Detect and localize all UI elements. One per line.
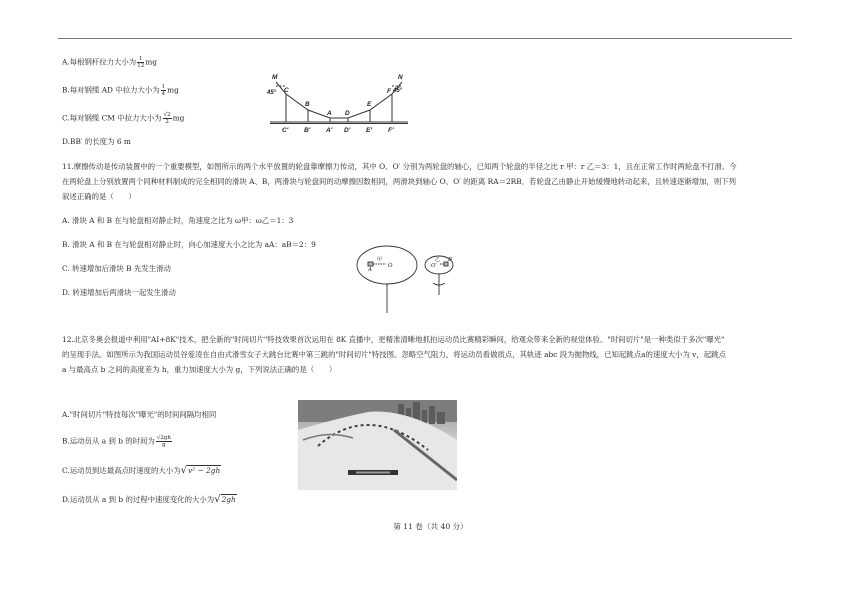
label-block-a: A	[368, 267, 372, 273]
cable-line	[276, 82, 402, 118]
q10-option-c: C.每对钢缆 CM 中拉力大小为 $\frac{√2}{2}$ mg	[62, 112, 185, 125]
angle-left: 45°	[267, 90, 277, 96]
q11-option-a: A. 滑块 A 和 B 在与轮盘相对静止时，角速度之比为 ω甲：ω乙＝1：3	[62, 216, 294, 225]
label-f: F	[387, 88, 391, 95]
q11-option-c: C. 转速增加后滑块 B 先发生滑动	[62, 264, 171, 273]
q10-option-b: B.每对钢缆 AD 中拉力大小为 $\frac{1}{4}$ mg	[62, 84, 179, 97]
label-d-prime: D′	[344, 127, 351, 134]
label-b-prime: B′	[304, 127, 311, 134]
q11-option-b: B. 滑块 A 和 B 在与轮盘相对静止时，向心加速度大小之比为 aA：aB＝2：9	[62, 240, 316, 249]
block-a	[368, 262, 373, 266]
friction-wheels-figure	[355, 243, 465, 315]
label-axis-o-prime: O′	[431, 263, 437, 269]
q11-option-d: D. 转速增加后两滑块一起发生滑动	[62, 288, 176, 297]
q10-option-a: A.每根钢杆拉力大小为 $\frac{1}{12}$ mg	[62, 56, 157, 69]
label-b: B	[305, 101, 310, 108]
label-m: M	[272, 74, 278, 81]
page-footer: 第 11 卷（共 40 分）	[393, 522, 468, 531]
label-n: N	[398, 74, 403, 81]
q12-option-a: A."时间切片"特技每次"曝光"的时间间隔均相同	[62, 410, 217, 419]
q12-option-b: B.运动员从 a 到 b 的时间为 $\frac{√2gh}{g}$	[62, 435, 171, 448]
label-yi: 乙	[435, 257, 441, 263]
q10-option-d: D.BB′ 的长度为 6 m	[62, 137, 131, 146]
label-e: E	[367, 101, 372, 108]
label-d: D	[345, 110, 350, 117]
time-slice-photo	[298, 400, 457, 490]
label-c-prime: C′	[282, 127, 289, 134]
label-block-b: B	[448, 257, 453, 263]
label-jia: 甲	[377, 257, 383, 263]
label-a: A	[327, 110, 332, 117]
label-axis-o: O	[388, 263, 393, 269]
cable-bridge-figure	[262, 72, 412, 136]
q12-option-c: C.运动员到达最高点时速度的大小为√v² − 2gh	[62, 465, 221, 476]
label-f-prime: F′	[388, 127, 394, 134]
label-c: C	[284, 87, 289, 94]
label-a-prime: A′	[326, 127, 333, 134]
wheel-jia	[357, 246, 417, 284]
q12-stem: 12.北京冬奥会报道中利用"AI+8K"技术，把全新的"时间切片"特技效果首次运用在 8K 直播中，更精准清晰地抓拍运动员比赛精彩瞬间，给观众带来全新的视觉体验。"时间切片"是一种类似于多次"曝光" 的呈现手法。如图所示为我国运动员谷爱凌在自由式滑雪女子大跳台比赛中第三跳的"时间切片"特技图。忽略空气阻力，将运动员看做质点，其轨迹 abc 段为抛物线，已知起跳点a的速度大小为 v，起跳点 a 与最高点 b 之间的高度差为 h，重力加速度大小为 g，下列说法正确的是（ ）	[62, 335, 726, 374]
q11-stem: 11.摩擦传动是传动装置中的一个重要模型，如图所示的两个水平放置的轮盘靠摩擦力传动，其中 O、O′ 分别为两轮盘的轴心，已知两个轮盘的半径之比 r 甲：r 乙＝3：1，且在正常工作时两轮盘不打滑。今 在两轮盘上分别放置两个同种材料制成的完全相同的滑块 A、B，两滑块与轮盘间的动摩擦因数相同，两滑块到轴心 O、O′ 的距离 RA＝2RB．若轮盘乙由静止开始缓慢地转动起来，且转速逐渐增加，则下列 叙述正确的是（ ）	[62, 162, 737, 201]
label-e-prime: E′	[366, 127, 372, 134]
header-rule	[58, 38, 792, 39]
angle-right: 45°	[393, 88, 403, 94]
q12-option-d: D.运动员从 a 到 b 的过程中速度变化的大小为√2gh	[62, 494, 236, 505]
